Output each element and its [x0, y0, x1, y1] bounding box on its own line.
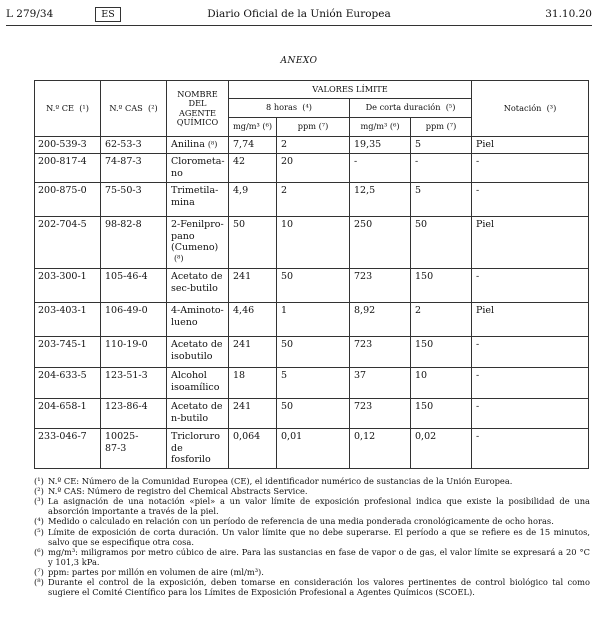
cell-ppm-8h: 1: [277, 303, 350, 337]
cell-mg-short: 12,5: [350, 183, 411, 217]
unit-ppm-8h: ppm (⁷): [277, 118, 350, 137]
cell-notation: -: [472, 399, 589, 429]
cell-ppm-8h: 0,01: [277, 429, 350, 469]
cell-mg-short: -: [350, 154, 411, 183]
cell-mg-short: 723: [350, 399, 411, 429]
cell-ppm-8h: 50: [277, 399, 350, 429]
footnote-ref: (⁸): [207, 140, 218, 149]
cell-ppm-8h: 5: [277, 368, 350, 399]
cell-mg-short: 19,35: [350, 137, 411, 154]
cell-notation: -: [472, 429, 589, 469]
cell-agent-name: Tricloruro de fosforilo: [167, 429, 229, 469]
cell-cas-number: 62-53-3: [101, 137, 167, 154]
cell-ppm-8h: 2: [277, 137, 350, 154]
cell-ppm-short: 150: [411, 399, 472, 429]
cell-agent-name: 2-Fenilpro- pano (Cumeno)(⁸): [167, 217, 229, 269]
cell-cas-number: 98-82-8: [101, 217, 167, 269]
footnote-item: (⁶) mg/m³: miligramos por metro cúbico de aire. Para las sustancias en fase de vapor o de gas, el valor límite se expresará a 20 °C y 101,3 kPa.: [34, 546, 590, 567]
footnote-item: (⁵) Límite de exposición de corta duración. Un valor límite que no debe superarse. El período a que se refiere es de 15 minutos, salvo que se especifique otra cosa.: [34, 526, 590, 547]
footnote-item: (⁴) Medido o calculado en relación con un período de referencia de una media ponderada cronológicamente de ocho horas.: [34, 516, 554, 527]
cell-mg-8h: 241: [229, 399, 277, 429]
cell-notation: -: [472, 269, 589, 303]
table-row: [35, 137, 589, 154]
cell-ce-number: 200-539-3: [35, 137, 101, 154]
footnote-item: (¹) N.º CE: Número de la Comunidad Europea (CE), el identificador numérico de sustancias de la Unión Europea.: [34, 476, 513, 486]
cell-notation: -: [472, 183, 589, 217]
cell-mg-8h: 50: [229, 217, 277, 269]
cell-agent-name: 4-Aminoto- lueno: [167, 303, 229, 337]
cell-mg-short: 723: [350, 337, 411, 368]
table-row: [35, 337, 589, 368]
cell-cas-number: 123-86-4: [101, 399, 167, 429]
cell-ppm-8h: 10: [277, 217, 350, 269]
cell-ppm-8h: 50: [277, 269, 350, 303]
page-reference: L 279/34: [6, 8, 54, 20]
cell-cas-number: 123-51-3: [101, 368, 167, 399]
cell-mg-short: 723: [350, 269, 411, 303]
cell-notation: -: [472, 368, 589, 399]
cell-notation: -: [472, 337, 589, 368]
cell-ppm-short: 0,02: [411, 429, 472, 469]
cell-notation: Piel: [472, 217, 589, 269]
table-row: [35, 429, 589, 469]
limit-values-table: [34, 80, 589, 469]
cell-ppm-short: 10: [411, 368, 472, 399]
cell-agent-name: Trimetila- mina: [167, 183, 229, 217]
cell-agent-name: Acetato de n-butilo: [167, 399, 229, 429]
table-row: [35, 154, 589, 183]
cell-cas-number: 75-50-3: [101, 183, 167, 217]
header-8-hours: 8 horas (⁴): [229, 99, 350, 118]
cell-ce-number: 200-875-0: [35, 183, 101, 217]
cell-mg-8h: 241: [229, 337, 277, 368]
header-notation: Notación (³): [472, 81, 589, 137]
cell-ppm-short: 5: [411, 137, 472, 154]
cell-ppm-short: 150: [411, 337, 472, 368]
cell-cas-number: 74-87-3: [101, 154, 167, 183]
unit-mg-8h: mg/m³ (⁶): [229, 118, 277, 137]
cell-agent-name: Alcohol isoamílico: [167, 368, 229, 399]
cell-mg-short: 250: [350, 217, 411, 269]
unit-ppm-short: ppm (⁷): [411, 118, 472, 137]
cell-ppm-short: 150: [411, 269, 472, 303]
cell-cas-number: 10025- 87-3: [101, 429, 167, 469]
cell-ce-number: 202-704-5: [35, 217, 101, 269]
cell-cas-number: 106-49-0: [101, 303, 167, 337]
cell-agent-name: Anilina (⁸): [167, 137, 229, 154]
journal-title: Diario Oficial de la Unión Europea: [207, 8, 391, 20]
cell-ce-number: 203-300-1: [35, 269, 101, 303]
cell-ce-number: 204-658-1: [35, 399, 101, 429]
footnote-ref: (⁸): [174, 254, 184, 264]
cell-ce-number: 203-745-1: [35, 337, 101, 368]
cell-agent-name: Acetato de sec-butilo: [167, 269, 229, 303]
cell-agent-name: Clorometa- no: [167, 154, 229, 183]
cell-agent-name: Acetato de isobutilo: [167, 337, 229, 368]
cell-mg-8h: 7,74: [229, 137, 277, 154]
cell-notation: Piel: [472, 303, 589, 337]
cell-mg-8h: 4,9: [229, 183, 277, 217]
header-short-term: De corta duración (⁵): [350, 99, 472, 118]
cell-mg-short: 8,92: [350, 303, 411, 337]
table-row: [35, 183, 589, 217]
table-row: [35, 368, 589, 399]
cell-ce-number: 233-046-7: [35, 429, 101, 469]
cell-ppm-short: 5: [411, 183, 472, 217]
unit-mg-short: mg/m³ (⁶): [350, 118, 411, 137]
page-header: [6, 8, 592, 24]
table-row: [35, 217, 589, 269]
cell-cas-number: 105-46-4: [101, 269, 167, 303]
cell-notation: -: [472, 154, 589, 183]
publication-date: 31.10.20: [545, 8, 592, 20]
cell-ce-number: 203-403-1: [35, 303, 101, 337]
cell-ppm-8h: 20: [277, 154, 350, 183]
header-divider: [6, 25, 592, 26]
cell-ppm-short: -: [411, 154, 472, 183]
cell-mg-8h: 241: [229, 269, 277, 303]
cell-ppm-short: 50: [411, 217, 472, 269]
cell-cas-number: 110-19-0: [101, 337, 167, 368]
cell-ce-number: 200-817-4: [35, 154, 101, 183]
footnote-item: (³) La asignación de una notación «piel» a un valor límite de exposición profesional indica que existe la posibilidad de una absorción importante a través de la piel.: [34, 496, 590, 517]
cell-mg-short: 37: [350, 368, 411, 399]
footnote-item: (⁸) Durante el control de la exposición, deben tomarse en consideración los valores pertinentes de control biológico tal como sugiere el Comité Científico para los Límites de Exposición Profesional a Agentes Químicos (SCOEL).: [34, 577, 590, 598]
footnotes: [34, 476, 590, 597]
table-row: [35, 269, 589, 303]
annex-title: ANEXO: [280, 56, 318, 66]
language-badge: ES: [95, 7, 121, 22]
header-ce-number: N.º CE (¹): [35, 81, 101, 137]
table-row: [35, 303, 589, 337]
header-cas-number: N.º CAS (²): [101, 81, 167, 137]
cell-mg-8h: 4,46: [229, 303, 277, 337]
cell-ppm-8h: 50: [277, 337, 350, 368]
header-agent-name: NOMBRE DEL AGENTE QUÍMICO: [167, 81, 229, 137]
cell-mg-8h: 42: [229, 154, 277, 183]
cell-ppm-short: 2: [411, 303, 472, 337]
footnote-item: (²) N.º CAS: Número de registro del Chemical Abstracts Service.: [34, 486, 308, 497]
footnote-item: (⁷) ppm: partes por millón en volumen de aire (ml/m³).: [34, 566, 264, 577]
cell-mg-8h: 18: [229, 368, 277, 399]
cell-notation: Piel: [472, 137, 589, 154]
cell-ce-number: 204-633-5: [35, 368, 101, 399]
cell-mg-8h: 0,064: [229, 429, 277, 469]
table-row: [35, 399, 589, 429]
cell-mg-short: 0,12: [350, 429, 411, 469]
cell-ppm-8h: 2: [277, 183, 350, 217]
header-limit-values: VALORES LÍMITE: [229, 81, 472, 99]
